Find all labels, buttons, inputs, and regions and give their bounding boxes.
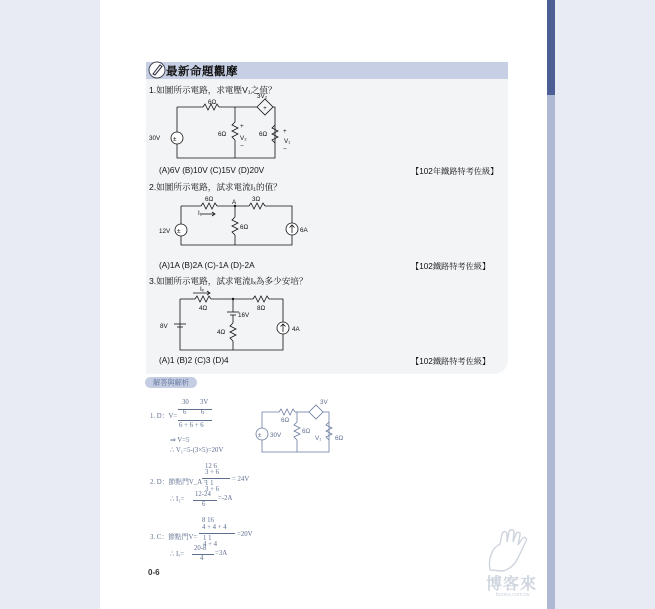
dependent-source-label: 3V	[320, 399, 328, 406]
fraction-numerator: 12-24	[195, 491, 211, 498]
fraction-numerator: 3V	[200, 399, 209, 406]
resistor-label: 6Ω	[240, 224, 249, 231]
resistor-label: 8Ω	[257, 305, 266, 312]
resistor-label: 6Ω	[208, 99, 217, 106]
section-title: 最新命題觀摩	[166, 66, 238, 78]
question-3-options: (A)1 (B)2 (C)3 (D)4	[159, 356, 229, 365]
voltage-label: V₁	[284, 138, 291, 145]
question-2-text: 2.如圖所示電路，試求電流I₁的值？	[149, 182, 282, 192]
answer-circuit	[253, 400, 353, 455]
answer-1-step: ⇒ V=5	[170, 437, 190, 444]
watermark-logo	[478, 528, 550, 608]
question-1-options: (A)6V (B)10V (C)15V (D)20V	[159, 166, 265, 175]
question-3-source: 【102鐵路特考佐級】	[411, 357, 491, 366]
source-label: 8V	[160, 323, 168, 330]
answer-3-step: ∴ Iₓ=	[170, 551, 185, 558]
svg-text:+: +	[263, 105, 267, 112]
resistor-label: 3Ω	[252, 196, 261, 203]
circuit-2	[159, 193, 308, 255]
answer-2-result: = 24V	[232, 476, 250, 483]
fraction-denominator: 6	[201, 409, 205, 416]
dependent-source-label: 3V₂	[257, 93, 268, 100]
current-label: I₁	[198, 210, 202, 217]
answer-2-line: 2. D：節點門V_A =	[150, 479, 208, 486]
svg-text:+: +	[283, 128, 287, 135]
resistor-label: 6Ω	[218, 131, 227, 138]
page-edge-strip	[547, 0, 555, 609]
answers-badge: 解答與解析	[145, 377, 197, 388]
resistor-label: 6Ω	[259, 131, 268, 138]
voltage-label: V₁	[315, 435, 322, 442]
question-3-text: 3.如圖所示電路，試求電流Iₓ為多少安培？	[149, 276, 308, 286]
hand-icon	[478, 528, 538, 573]
pencil-icon	[148, 61, 166, 79]
resistor-label: 6Ω	[335, 435, 344, 442]
answer-3-current: =3A	[215, 550, 228, 557]
fraction-numerator: 30	[182, 399, 189, 406]
section-header	[146, 62, 508, 79]
answer-1-result: ∴ V₁=5-(3×5)=20V	[170, 447, 224, 454]
fraction-denominator: 6	[183, 409, 187, 416]
circuit-1	[149, 93, 300, 165]
answer-3-result: =20V	[237, 531, 253, 538]
question-2-options: (A)1A (B)2A (C)-1A (D)-2A	[159, 261, 255, 270]
watermark-url: books.com.tw	[496, 592, 530, 598]
page-number: 0-6	[148, 568, 160, 577]
fraction-numerator: 20-8	[194, 545, 207, 552]
resistor-label: 6Ω	[205, 196, 214, 203]
source-label: 30V	[270, 432, 282, 439]
question-1-source: 【102年鐵路特考佐級】	[411, 167, 499, 176]
resistor-label: 4Ω	[199, 305, 208, 312]
answer-3-line: 3. C：節點門V=	[150, 534, 198, 541]
node-label: A	[232, 199, 237, 206]
answer-2-step: ∴ I₁=	[170, 496, 185, 503]
watermark-title: 博客來	[486, 576, 538, 593]
svg-text:−: −	[240, 143, 244, 150]
resistor-label: 6Ω	[302, 428, 311, 435]
source-label: 6A	[300, 227, 308, 234]
fraction-denominator: 6	[202, 501, 206, 508]
source-label: 4A	[292, 326, 300, 333]
source-label: 12V	[159, 228, 171, 235]
svg-text:±: ±	[258, 432, 262, 439]
svg-text:±: ±	[177, 228, 181, 235]
question-1-text: 1.如圖所示電路，求電壓V₁之值？	[149, 85, 277, 95]
fraction-denominator: 4	[200, 555, 204, 562]
resistor-label: 6Ω	[281, 417, 290, 424]
source-label: 16V	[238, 312, 250, 319]
question-2-source: 【102鐵路特考佐級】	[411, 262, 491, 271]
circuit-3	[160, 286, 305, 352]
answer-1-line: 1. D：V=	[150, 413, 178, 420]
source-label: 30V	[149, 135, 161, 142]
svg-text:+: +	[240, 123, 244, 130]
current-label: Iₓ	[200, 286, 204, 293]
answer-2-current: =-2A	[218, 495, 233, 502]
chapter-tab	[547, 0, 555, 95]
voltage-label: V₂	[240, 135, 247, 142]
svg-text:±: ±	[173, 136, 177, 143]
svg-text:−: −	[283, 146, 287, 153]
resistor-label: 4Ω	[217, 329, 226, 336]
